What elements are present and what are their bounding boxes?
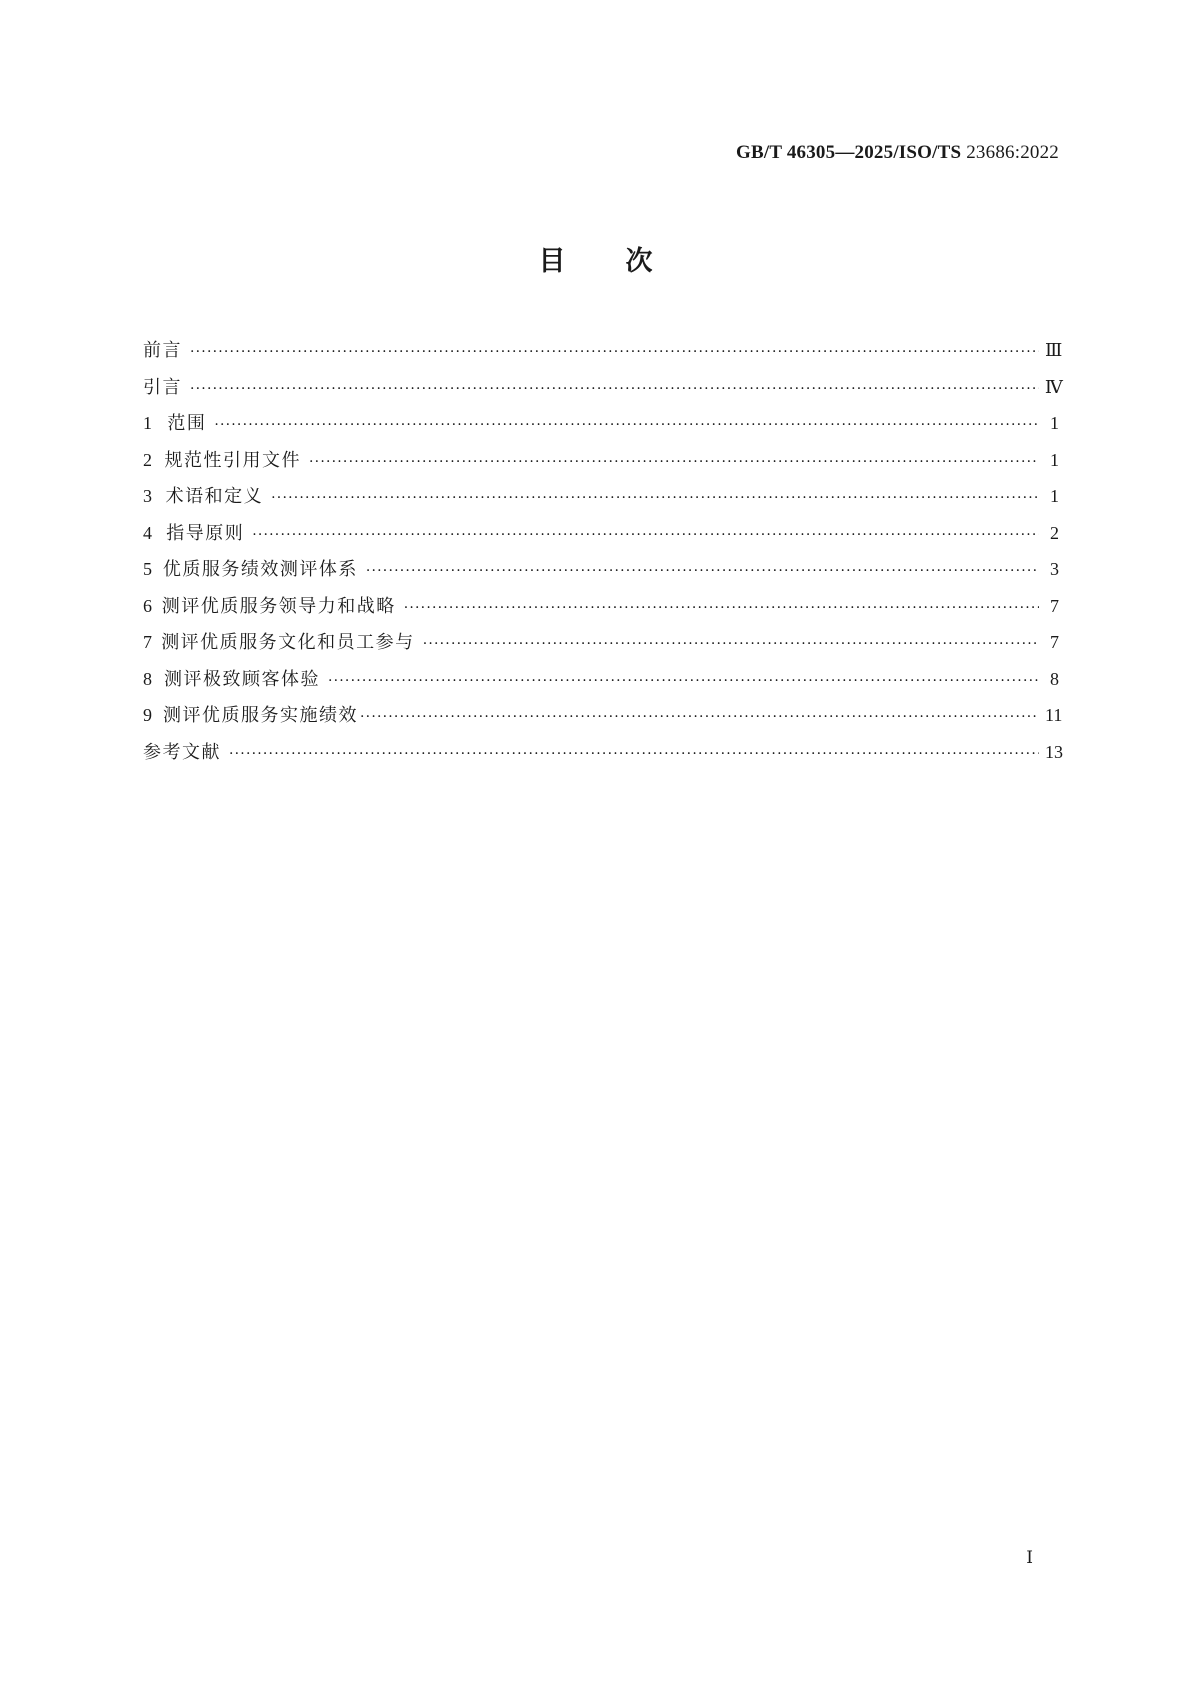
toc-entry-label: 术语和定义	[165, 486, 264, 507]
toc-entry-page: 7	[1050, 595, 1059, 616]
toc-entry-page: 2	[1050, 522, 1059, 543]
toc-entry-number: 5	[143, 559, 152, 579]
toc-leader-dots	[328, 669, 1039, 693]
toc-entry-number: 7	[143, 632, 152, 652]
toc-entry-page: 7	[1050, 632, 1059, 652]
toc-entry-page: 8	[1050, 668, 1059, 689]
toc-leader-dots	[190, 377, 1039, 401]
toc-entry[interactable]	[143, 338, 1063, 375]
toc-entry-page: 1	[1050, 413, 1059, 433]
standard-number	[736, 142, 1059, 164]
toc-entry[interactable]	[143, 448, 1059, 485]
toc-entry[interactable]	[143, 630, 1059, 667]
toc-entry-label: 范围	[167, 413, 207, 434]
toc-entry-number: 3	[143, 486, 152, 506]
toc-leader-dots	[190, 340, 1039, 364]
toc-entry-label: 规范性引用文件	[164, 449, 302, 471]
toc-entry[interactable]	[143, 557, 1059, 594]
toc-entry-label: 指导原则	[166, 522, 245, 544]
toc-entry-label: 测评优质服务领导力和战略	[161, 595, 396, 617]
toc-entry-label: 引言	[143, 376, 182, 398]
toc-entry-page: 13	[1045, 741, 1063, 762]
toc-entry-label: 参考文献	[143, 741, 221, 763]
toc-entry[interactable]	[143, 667, 1059, 704]
page-number: Ⅰ	[1026, 1548, 1033, 1567]
toc-entry-label: 测评优质服务实施绩效	[163, 705, 359, 726]
table-of-contents	[143, 338, 1063, 776]
toc-entry-number: 6	[143, 595, 152, 616]
toc-entry-number: 2	[143, 449, 152, 470]
toc-entry-number: 8	[143, 668, 152, 689]
toc-leader-dots	[309, 450, 1039, 474]
toc-entry-label: 优质服务绩效测评体系	[162, 559, 358, 580]
standard-number-main: GB/T 46305—2025/ISO/TS	[736, 142, 962, 163]
toc-entry[interactable]	[143, 484, 1059, 521]
toc-entry-page: 11	[1045, 705, 1063, 725]
toc-entry-number: 1	[143, 413, 152, 433]
toc-leader-dots	[214, 413, 1039, 437]
toc-leader-dots	[229, 742, 1039, 766]
toc-leader-dots	[404, 596, 1039, 620]
toc-leader-dots	[366, 559, 1039, 583]
standard-number-iso: 23686:2022	[961, 142, 1059, 163]
toc-entry-number: 9	[143, 705, 152, 725]
toc-entry-label: 测评优质服务文化和员工参与	[161, 632, 415, 653]
toc-entry-label: 测评极致顾客体验	[163, 668, 320, 690]
toc-entry[interactable]	[143, 411, 1059, 448]
toc-entry-page: 3	[1050, 559, 1059, 579]
toc-leader-dots	[360, 705, 1039, 729]
toc-entry[interactable]	[143, 375, 1063, 412]
toc-entry-label: 前言	[143, 340, 182, 361]
toc-leader-dots	[423, 632, 1039, 656]
toc-title: 目次	[538, 246, 713, 277]
toc-leader-dots	[252, 523, 1039, 547]
toc-entry-page: Ⅲ	[1045, 340, 1063, 360]
toc-entry-page: 1	[1050, 449, 1059, 470]
toc-entry-number: 4	[143, 522, 152, 543]
toc-leader-dots	[271, 486, 1039, 510]
toc-entry[interactable]	[143, 594, 1059, 631]
toc-entry-page: 1	[1050, 486, 1059, 506]
toc-entry-page: Ⅳ	[1044, 376, 1063, 397]
toc-entry[interactable]	[143, 703, 1063, 740]
toc-entry[interactable]	[143, 521, 1059, 558]
toc-entry[interactable]	[143, 740, 1063, 777]
